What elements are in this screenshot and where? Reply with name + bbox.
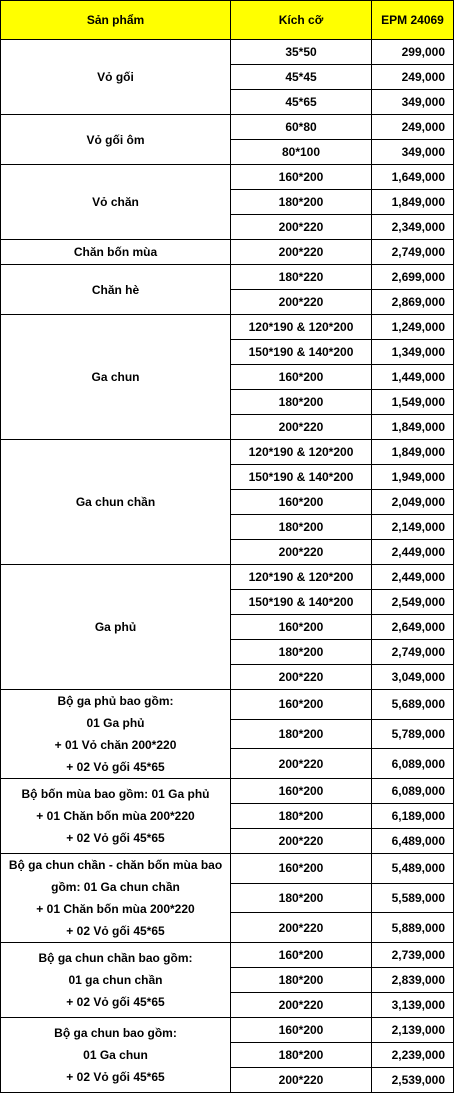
price-cell: 1,449,000 [372, 365, 454, 390]
product-name-line: + 02 Vỏ gối 45*65 [66, 995, 165, 1009]
size-cell: 160*200 [231, 854, 372, 884]
price-cell: 349,000 [372, 140, 454, 165]
size-cell: 200*220 [231, 540, 372, 565]
price-cell: 6,089,000 [372, 779, 454, 804]
size-cell: 180*200 [231, 515, 372, 540]
product-name-line: Vỏ gối [97, 70, 134, 84]
table-header [1, 1, 454, 40]
table-row [1, 690, 454, 720]
table-row [1, 265, 454, 290]
size-cell: 60*80 [231, 115, 372, 140]
size-cell: 160*200 [231, 779, 372, 804]
price-cell: 1,849,000 [372, 440, 454, 465]
product-name-line: Bộ bốn mùa bao gồm: 01 Ga phủ [21, 787, 210, 801]
size-cell: 150*190 & 140*200 [231, 340, 372, 365]
size-cell: 120*190 & 120*200 [231, 440, 372, 465]
price-cell: 5,589,000 [372, 883, 454, 913]
product-name-line: Ga chun [91, 370, 140, 384]
price-cell: 1,349,000 [372, 340, 454, 365]
price-cell: 2,349,000 [372, 215, 454, 240]
product-name-cell [1, 854, 231, 943]
size-cell: 180*200 [231, 804, 372, 829]
size-cell: 200*220 [231, 993, 372, 1018]
table-row [1, 854, 454, 884]
price-cell: 2,739,000 [372, 943, 454, 968]
header-product: Sản phẩm [1, 1, 231, 40]
size-cell: 180*200 [231, 1043, 372, 1068]
product-name-line: 01 ga chun chần [68, 973, 163, 987]
table-row [1, 240, 454, 265]
price-cell: 2,139,000 [372, 1018, 454, 1043]
size-cell: 160*200 [231, 615, 372, 640]
table-body [1, 40, 454, 1093]
size-cell: 180*200 [231, 390, 372, 415]
product-name-cell [1, 165, 231, 240]
size-cell: 180*220 [231, 265, 372, 290]
product-name-cell [1, 115, 231, 165]
product-name-line: Vỏ chăn [92, 195, 139, 209]
product-name-line: Bộ ga chun bao gồm: [54, 1026, 177, 1040]
table-row [1, 315, 454, 340]
table-row [1, 565, 454, 590]
table-row [1, 1018, 454, 1043]
product-name-cell [1, 240, 231, 265]
price-cell: 2,149,000 [372, 515, 454, 540]
product-name-line: Chăn bốn mùa [73, 245, 158, 259]
table-row [1, 440, 454, 465]
size-cell: 200*220 [231, 215, 372, 240]
size-cell: 180*200 [231, 968, 372, 993]
product-name-line: + 02 Vỏ gối 45*65 [66, 1070, 165, 1084]
table-row [1, 943, 454, 968]
header-size: Kích cỡ [231, 1, 372, 40]
product-name-cell [1, 1018, 231, 1093]
size-cell: 160*200 [231, 490, 372, 515]
price-cell: 2,869,000 [372, 290, 454, 315]
size-cell: 200*220 [231, 913, 372, 943]
price-cell: 1,249,000 [372, 315, 454, 340]
product-name-line: 01 Ga chun [83, 1048, 148, 1062]
price-cell: 2,839,000 [372, 968, 454, 993]
product-name-cell [1, 565, 231, 690]
price-cell: 2,749,000 [372, 640, 454, 665]
price-cell: 249,000 [372, 65, 454, 90]
price-cell: 5,689,000 [372, 690, 454, 720]
product-name-line: 01 Ga phủ [86, 716, 145, 730]
size-cell: 200*220 [231, 749, 372, 779]
table-row [1, 40, 454, 65]
price-cell: 5,889,000 [372, 913, 454, 943]
price-cell: 3,049,000 [372, 665, 454, 690]
product-name-cell [1, 265, 231, 315]
product-name-line: Bộ ga chun chần - chăn bốn mùa bao [8, 858, 223, 872]
price-cell: 3,139,000 [372, 993, 454, 1018]
price-cell: 6,089,000 [372, 749, 454, 779]
size-cell: 200*220 [231, 665, 372, 690]
size-cell: 200*220 [231, 240, 372, 265]
size-cell: 45*45 [231, 65, 372, 90]
price-cell: 1,949,000 [372, 465, 454, 490]
size-cell: 45*65 [231, 90, 372, 115]
product-name-line: + 02 Vỏ gối 45*65 [66, 831, 165, 845]
size-cell: 160*200 [231, 943, 372, 968]
price-cell: 299,000 [372, 40, 454, 65]
table-row [1, 115, 454, 140]
product-name-line: Bộ ga chun chần bao gồm: [38, 951, 193, 965]
price-cell: 5,489,000 [372, 854, 454, 884]
product-name-line: gồm: 01 Ga chun chần [51, 880, 180, 894]
price-cell: 2,239,000 [372, 1043, 454, 1068]
product-name-cell [1, 315, 231, 440]
size-cell: 180*200 [231, 883, 372, 913]
price-cell: 2,699,000 [372, 265, 454, 290]
product-name-line: + 01 Chăn bốn mùa 200*220 [36, 902, 195, 916]
size-cell: 120*190 & 120*200 [231, 315, 372, 340]
price-cell: 2,449,000 [372, 565, 454, 590]
size-cell: 200*220 [231, 829, 372, 854]
price-cell: 1,549,000 [372, 390, 454, 415]
price-cell: 2,549,000 [372, 590, 454, 615]
product-name-cell [1, 690, 231, 779]
price-cell: 1,649,000 [372, 165, 454, 190]
product-name-line: Ga phủ [94, 620, 137, 634]
price-cell: 5,789,000 [372, 719, 454, 749]
price-cell: 2,649,000 [372, 615, 454, 640]
price-cell: 1,849,000 [372, 415, 454, 440]
size-cell: 160*200 [231, 690, 372, 720]
product-name-line: Bộ ga phủ bao gồm: [57, 694, 174, 708]
product-name-cell [1, 440, 231, 565]
product-name-line: + 02 Vỏ gối 45*65 [66, 760, 165, 774]
product-name-cell [1, 779, 231, 854]
size-cell: 200*220 [231, 290, 372, 315]
size-cell: 120*190 & 120*200 [231, 565, 372, 590]
price-cell: 2,049,000 [372, 490, 454, 515]
product-name-line: + 01 Chăn bốn mùa 200*220 [36, 809, 195, 823]
size-cell: 200*220 [231, 1068, 372, 1093]
price-cell: 349,000 [372, 90, 454, 115]
price-cell: 2,539,000 [372, 1068, 454, 1093]
product-name-line: + 02 Vỏ gối 45*65 [66, 924, 165, 938]
product-name-line: Ga chun chần [75, 495, 156, 509]
product-name-line: Chăn hè [91, 282, 140, 297]
size-cell: 180*200 [231, 640, 372, 665]
price-cell: 6,189,000 [372, 804, 454, 829]
size-cell: 150*190 & 140*200 [231, 590, 372, 615]
table-row [1, 165, 454, 190]
size-cell: 180*200 [231, 190, 372, 215]
header-row [1, 1, 454, 40]
size-cell: 160*200 [231, 1018, 372, 1043]
price-cell: 249,000 [372, 115, 454, 140]
product-name-line: + 01 Vỏ chăn 200*220 [54, 738, 177, 752]
product-name-cell [1, 40, 231, 115]
price-cell: 2,449,000 [372, 540, 454, 565]
size-cell: 160*200 [231, 365, 372, 390]
size-cell: 150*190 & 140*200 [231, 465, 372, 490]
size-cell: 35*50 [231, 40, 372, 65]
size-cell: 200*220 [231, 415, 372, 440]
header-price: EPM 24069 [372, 1, 454, 40]
size-cell: 180*200 [231, 719, 372, 749]
price-cell: 2,749,000 [372, 240, 454, 265]
price-cell: 1,849,000 [372, 190, 454, 215]
size-cell: 160*200 [231, 165, 372, 190]
size-cell: 80*100 [231, 140, 372, 165]
table-row [1, 779, 454, 804]
price-cell: 6,489,000 [372, 829, 454, 854]
product-name-line: Vỏ gối ôm [86, 132, 145, 147]
product-name-cell [1, 943, 231, 1018]
